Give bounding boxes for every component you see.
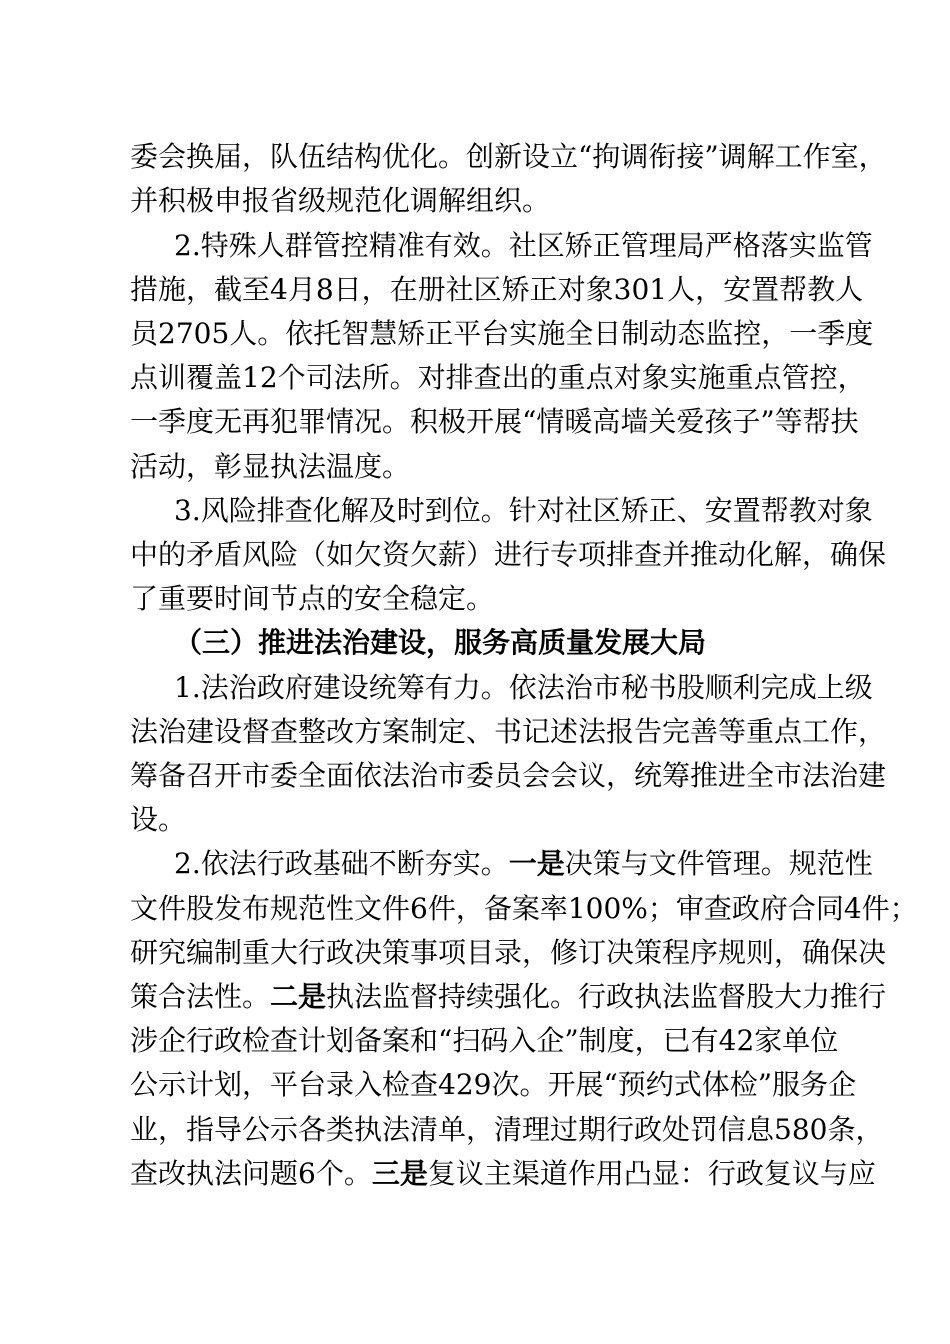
- paragraph-line: [174, 846, 873, 882]
- paragraph-line: 3.风险排查化解及时到位。针对社区矫正、安置帮教对象: [174, 494, 873, 527]
- paragraph-line: 设。: [130, 803, 187, 836]
- paragraph-line: [130, 979, 886, 1015]
- bold-marker: 一是: [508, 847, 565, 880]
- paragraph-line: 1.法治政府建设统筹有力。依法治市秘书股顺利完成上级: [174, 671, 873, 704]
- bold-marker: 三是: [371, 1157, 428, 1190]
- paragraph-line: 员2705人。依托智慧矫正平台实施全日制动态监控，一季度: [130, 317, 874, 350]
- line-text: 决策与文件管理。规范性: [564, 847, 873, 880]
- paragraph-line: 涉企行政检查计划备案和“扫码入企”制度，已有42家单位: [130, 1024, 839, 1057]
- paragraph-line: 法治建设督查整改方案制定、书记述法报告完善等重点工作，: [130, 715, 887, 748]
- paragraph-line: 业，指导公示各类执法清单，清理过期行政处罚信息580条，: [130, 1113, 884, 1146]
- paragraph-line: 并积极申报省级规范化调解组织。: [130, 184, 551, 217]
- section-heading: （三）推进法治建设，服务高质量发展大局: [174, 626, 707, 659]
- line-text: 执法监督持续强化。行政执法监督股大力推行: [326, 980, 887, 1013]
- line-text: 复议主渠道作用凸显：行政复议与应: [427, 1157, 876, 1190]
- paragraph-line: 文件股发布规范性文件6件，备案率100%；审查政府合同4件；: [130, 892, 918, 925]
- line-text: 策合法性。: [130, 980, 271, 1013]
- line-text: 查改执法问题6个。: [130, 1157, 372, 1190]
- paragraph-line: 2.特殊人群管控精准有效。社区矫正管理局严格落实监管: [174, 229, 873, 262]
- paragraph-line: 活动，彰显执法温度。: [130, 450, 411, 483]
- paragraph-line: 公示计划，平台录入检查429次。开展“预约式体检”服务企: [130, 1068, 857, 1101]
- bold-marker: 二是: [270, 980, 327, 1013]
- paragraph-line: [130, 1156, 876, 1192]
- line-text: 2.依法行政基础不断夯实。: [174, 847, 509, 880]
- paragraph-line: 了重要时间节点的安全稳定。: [130, 582, 495, 615]
- paragraph-line: 研究编制重大行政决策事项目录，修订决策程序规则，确保决: [130, 936, 887, 969]
- paragraph-line: 一季度无再犯罪情况。积极开展“情暖高墙关爱孩子”等帮扶: [130, 405, 859, 438]
- paragraph-line: 点训覆盖12个司法所。对排查出的重点对象实施重点管控，: [130, 361, 866, 394]
- paragraph-line: 筹备召开市委全面依法治市委员会会议，统筹推进全市法治建: [130, 759, 887, 792]
- paragraph-line: 措施，截至4月8日，在册社区矫正对象301人，安置帮教人: [130, 273, 864, 306]
- paragraph-line: 委会换届，队伍结构优化。创新设立“拘调衔接”调解工作室，: [130, 140, 887, 173]
- paragraph-line: 中的矛盾风险（如欠资欠薪）进行专项排查并推动化解，确保: [130, 538, 887, 571]
